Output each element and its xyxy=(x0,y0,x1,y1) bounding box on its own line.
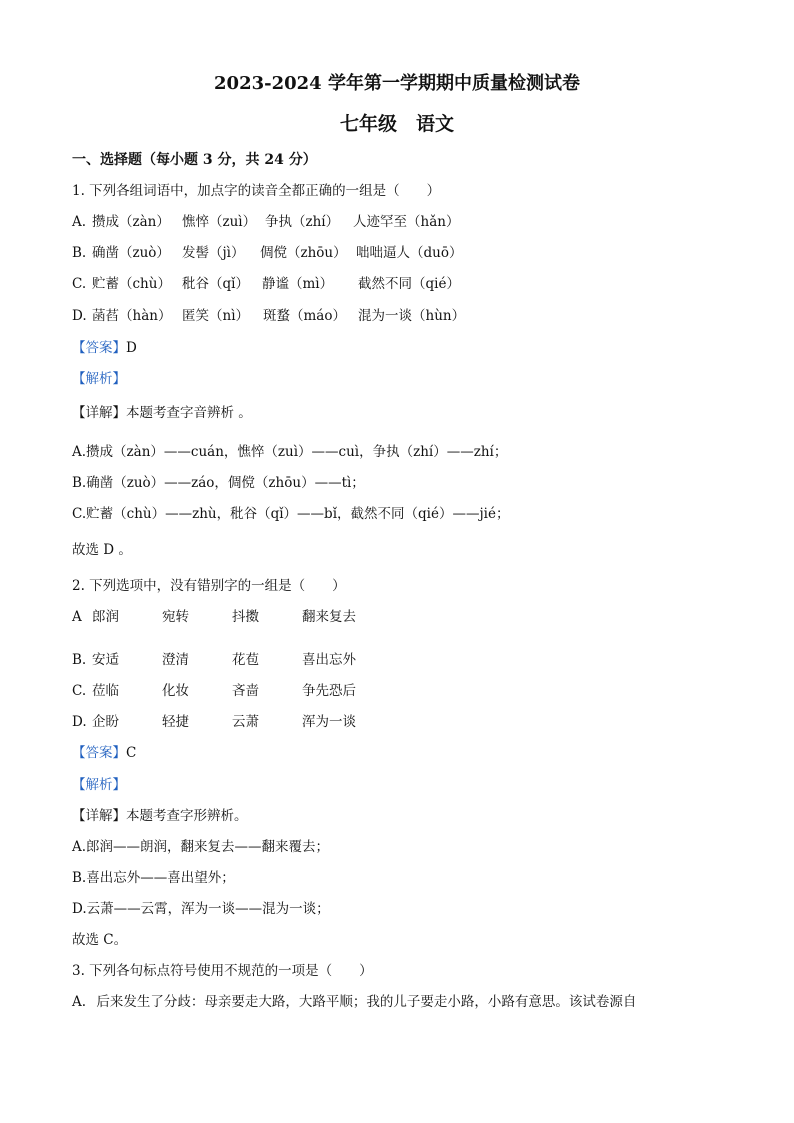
q2-stem: 2. 下列选项中，没有错别字的一组是（ ） xyxy=(72,578,346,594)
option-word: 翻来复去 xyxy=(302,609,356,625)
option-word: 轻捷 xyxy=(162,714,189,730)
q2-explanation-b: B.喜出忘外——喜出望外； xyxy=(72,870,235,886)
q3-stem: 3. 下列各句标点符号使用不规范的一项是（ ） xyxy=(72,963,373,979)
option-label: A xyxy=(72,609,82,625)
q1-explanation-c: C.贮蓄（chù）——zhù，秕谷（qǐ）——bǐ，截然不同（qié）——jié； xyxy=(72,506,510,522)
option-word: 贮蓄（chù） xyxy=(92,276,171,292)
option-label: B. xyxy=(72,652,87,668)
analysis-tag: 【解析】 xyxy=(72,371,126,387)
option-word: 争先恐后 xyxy=(302,683,356,699)
option-word: 抖擞 xyxy=(232,609,259,625)
q1-stem: 1. 下列各组词语中，加点字的读音全都正确的一组是（ ） xyxy=(72,183,441,199)
detail-tag: 【详解】 xyxy=(72,405,126,421)
option-word: 匿笑（nì） xyxy=(182,308,250,324)
option-word: 郎润 xyxy=(92,609,119,625)
option-word: 静谧（mì） xyxy=(262,276,334,292)
option-word: 吝啬 xyxy=(232,683,259,699)
answer-value: D xyxy=(126,340,137,356)
option-word: 宛转 xyxy=(162,609,189,625)
q1-explanation-a: A.攒成（zàn）——cuán，憔悴（zuì）——cuì，争执（zhí）——zhí； xyxy=(72,444,508,460)
option-word: 浑为一谈 xyxy=(302,714,356,730)
option-word: 发髻（jì） xyxy=(182,245,245,261)
answer-tag: 【答案】 xyxy=(72,745,126,761)
option-word: 斑蝥（máo） xyxy=(263,308,346,324)
option-text: 后来发生了分歧：母亲要走大路，大路平顺；我的儿子要走小路，小路有意思。该试卷源自 xyxy=(96,994,637,1010)
section-heading: 一、选择题（每小题 3 分，共 24 分） xyxy=(72,152,317,168)
option-label: B. xyxy=(72,245,87,261)
option-word: 化妆 xyxy=(162,683,189,699)
q1-analysis xyxy=(72,369,126,389)
answer-value: C xyxy=(126,745,137,761)
option-word: 澄清 xyxy=(162,652,189,668)
q2-explanation-a: A.郎润——朗润，翻来复去——翻来覆去； xyxy=(72,839,330,855)
q2-answer xyxy=(72,743,136,763)
detail-tag: 【详解】 xyxy=(72,808,126,824)
answer-tag: 【答案】 xyxy=(72,340,126,356)
analysis-tag: 【解析】 xyxy=(72,777,126,793)
option-word: 秕谷（qǐ） xyxy=(182,276,249,292)
option-word: 截然不同（qié） xyxy=(358,276,460,292)
option-label: C. xyxy=(72,683,87,699)
option-word: 混为一谈（hùn） xyxy=(358,308,466,324)
option-word: 云萧 xyxy=(232,714,259,730)
option-word: 攒成（zàn） xyxy=(92,214,170,230)
option-label: D. xyxy=(72,308,87,324)
q1-answer xyxy=(72,338,137,358)
detail-text: 本题考查字形辨析。 xyxy=(126,808,248,824)
option-word: 倜傥（zhōu） xyxy=(260,245,347,261)
detail-text: 本题考查字音辨析 。 xyxy=(126,405,252,421)
q1-explanation-b: B.确凿（zuò）——záo，倜傥（zhōu）——tì； xyxy=(72,475,365,491)
option-label: D. xyxy=(72,714,87,730)
q1-detail xyxy=(72,403,252,423)
option-label: C. xyxy=(72,276,87,292)
option-word: 安适 xyxy=(92,652,119,668)
q2-explanation-d: D.云萧——云霄，浑为一谈——混为一谈； xyxy=(72,901,330,917)
option-word: 企盼 xyxy=(92,714,119,730)
exam-title: 2023-2024 学年第一学期期中质量检测试卷 xyxy=(214,73,580,94)
option-word: 人迹罕至（hǎn） xyxy=(353,214,460,230)
q3-option-a xyxy=(72,992,636,1012)
option-word: 菡萏（hàn） xyxy=(92,308,172,324)
option-word: 莅临 xyxy=(92,683,119,699)
q1-conclusion: 故选 D 。 xyxy=(72,542,132,558)
option-word: 喜出忘外 xyxy=(302,652,356,668)
option-label: A. xyxy=(72,994,87,1010)
option-word: 争执（zhí） xyxy=(265,214,340,230)
option-label: A. xyxy=(72,214,87,230)
q2-detail xyxy=(72,806,248,826)
option-word: 咄咄逼人（duō） xyxy=(356,245,463,261)
q2-conclusion: 故选 C。 xyxy=(72,932,128,948)
option-word: 憔悴（zuì） xyxy=(182,214,257,230)
option-word: 花苞 xyxy=(232,652,259,668)
option-word: 确凿（zuò） xyxy=(92,245,170,261)
q2-analysis xyxy=(72,775,126,795)
exam-subtitle: 七年级 语文 xyxy=(339,113,454,135)
